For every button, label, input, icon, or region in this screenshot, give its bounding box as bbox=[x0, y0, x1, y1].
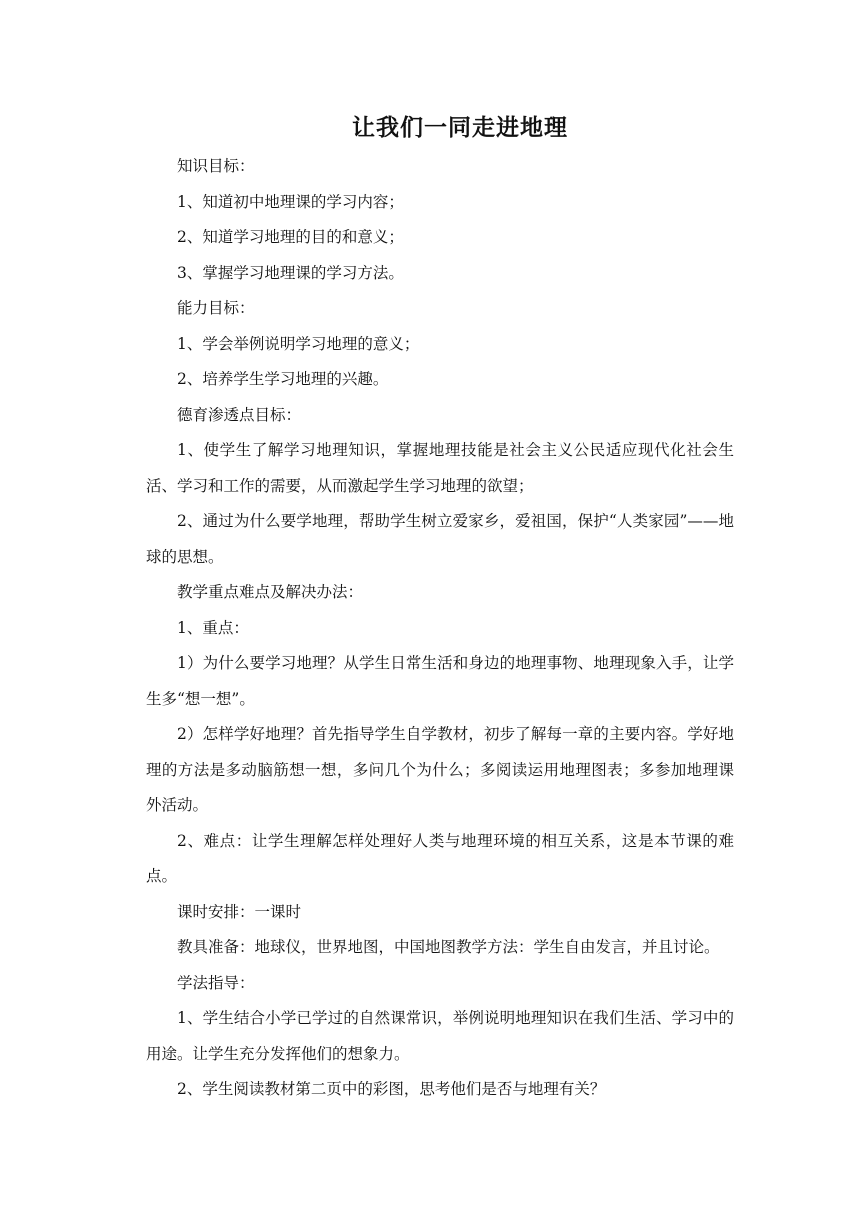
paragraph-method-heading: 学法指导： bbox=[177, 973, 255, 992]
paragraph-keypoints-heading: 教学重点难点及解决办法： bbox=[177, 583, 364, 601]
paragraph-ability-2: 2、培养学生学习地理的兴趣。 bbox=[177, 370, 389, 388]
paragraph-moral-2: 2、通过为什么要学地理，帮助学生树立爱家乡，爱祖国，保护“人类家园”——地球的思想。 bbox=[146, 512, 734, 566]
paragraph-knowledge-2: 2、知道学习地理的目的和意义； bbox=[177, 228, 404, 246]
paragraph-keypoint-1: 1）为什么要学习地理？从学生日常生活和身边的地理事物、地理现象入手，让学生多“想一想”。 bbox=[146, 654, 734, 708]
paragraph-keypoint-label: 1、重点： bbox=[177, 618, 249, 637]
document-page bbox=[146, 110, 734, 1108]
paragraph-schedule: 课时安排：一课时 bbox=[177, 902, 302, 921]
paragraph-moral-heading: 德育渗透点目标： bbox=[177, 405, 302, 424]
paragraph-knowledge-1: 1、知道初中地理课的学习内容； bbox=[177, 192, 404, 211]
paragraph-moral-1: 1、使学生了解学习地理知识，掌握地理技能是社会主义公民适应现代化社会生活、学习和工作的需要，从而激起学生学习地理的欲望； bbox=[146, 441, 734, 495]
paragraph-knowledge-heading: 知识目标： bbox=[177, 157, 255, 175]
paragraph-method-2: 2、学生阅读教材第二页中的彩图，思考他们是否与地理有关？ bbox=[177, 1080, 606, 1098]
paragraph-difficulty: 2、难点：让学生理解怎样处理好人类与地理环境的相互关系，这是本节课的难点。 bbox=[146, 831, 734, 885]
paragraph-knowledge-3: 3、掌握学习地理课的学习方法。 bbox=[177, 263, 404, 282]
paragraph-materials: 教具准备：地球仪，世界地图，中国地图教学方法：学生自由发言，并且讨论。 bbox=[177, 938, 720, 956]
paragraph-ability-1: 1、学会举例说明学习地理的意义； bbox=[177, 334, 420, 353]
paragraph-keypoint-2: 2）怎样学好地理？首先指导学生自学教材，初步了解每一章的主要内容。学好地理的方法是多动脑筋想一想，多问几个为什么；多阅读运用地理图表；多参加地理课外活动。 bbox=[146, 725, 734, 814]
paragraph-method-1: 1、学生结合小学已学过的自然课常识，举例说明地理知识在我们生活、学习中的用途。让学生充分发挥他们的想象力。 bbox=[146, 1009, 734, 1063]
document-title: 让我们一同走进地理 bbox=[352, 115, 568, 141]
paragraph-ability-heading: 能力目标： bbox=[177, 299, 255, 317]
